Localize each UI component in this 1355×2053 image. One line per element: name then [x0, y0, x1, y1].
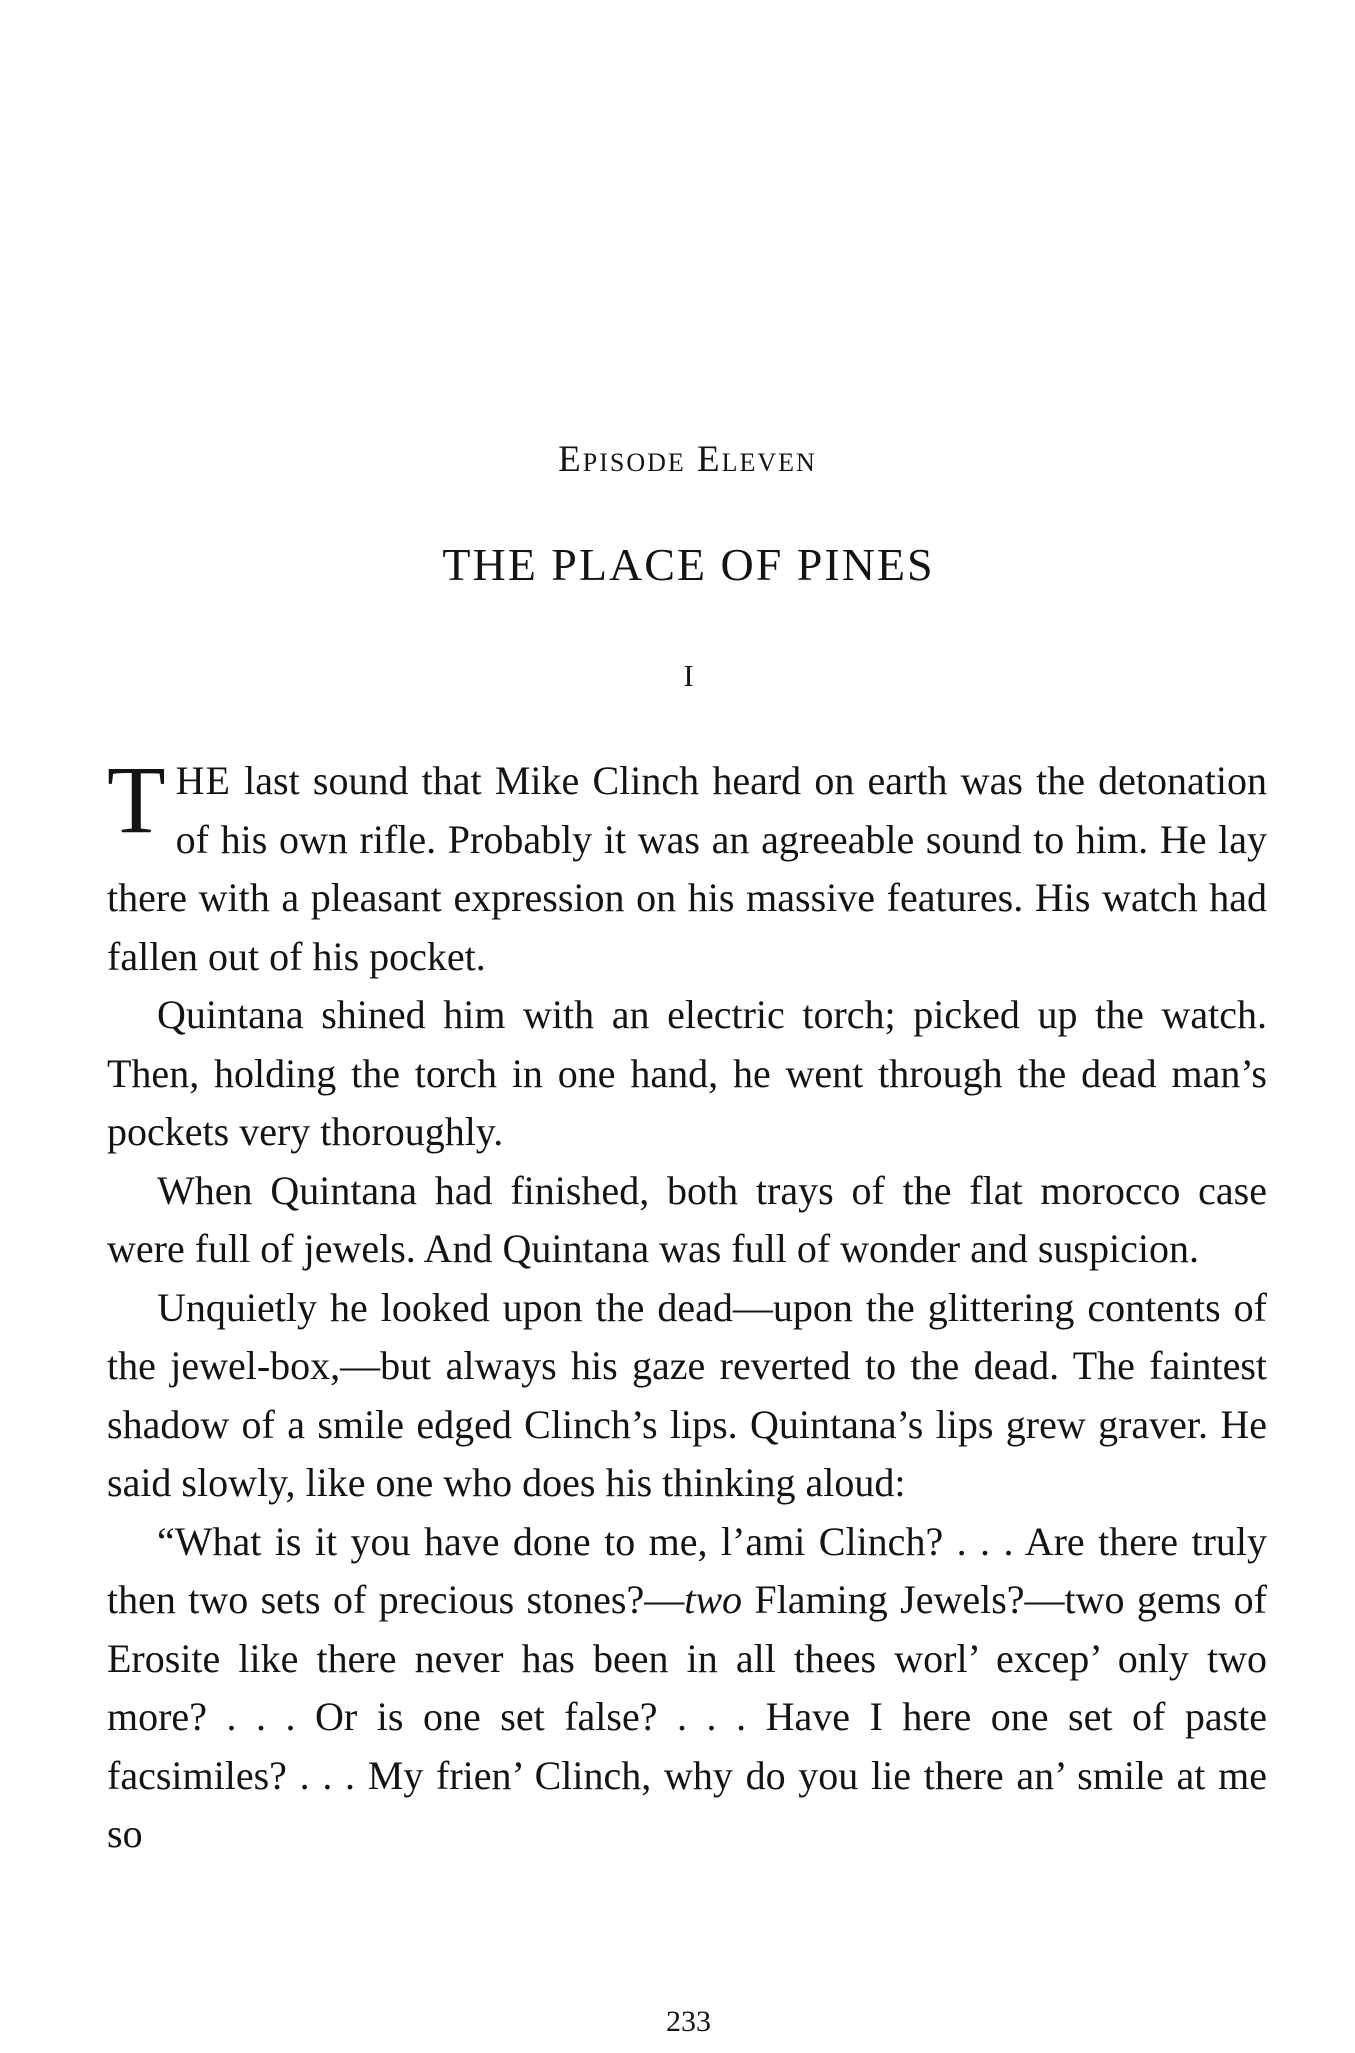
page-number: 233: [666, 2005, 711, 2038]
body-text: [107, 746, 1267, 1864]
paragraph-5-text-b: Flaming Jewels?—two gems of Erosite like there never has been in all thees worl’ excep’ only two more? . . . Or is one set false? . . . Have I here one set of paste facsimiles? . . . My frien’ Clinch, why do you lie there an’ smile at me so: [107, 1577, 1267, 1856]
episode-heading: Episode Eleven: [558, 439, 817, 480]
chapter-title: THE PLACE OF PINES: [442, 539, 935, 590]
paragraph-3: When Quintana had finished, both trays of the flat morocco case were full of jewels. And Quintana was full of wonder and suspicion.: [107, 1167, 1267, 1271]
paragraph-4: Unquietly he looked upon the dead—upon the glittering contents of the jewel-box,—but always his gaze reverted to the dead. The faintest shadow of a smile edged Clinch’s lips. Quintana’s lips grew graver. He said slowly, like one who does his thinking aloud:: [107, 1284, 1267, 1505]
paragraph-1: [107, 746, 1267, 986]
section-number: I: [683, 658, 694, 693]
paragraph-5: [107, 1513, 1267, 1864]
paragraph-5-text-a: “What is it you have done to me, l’ami Clinch? . . . Are there truly then two sets of precious stones?—: [107, 1518, 1267, 1622]
paragraph-1-text: last sound that Mike Clinch heard on earth was the detonation of his own rifle. Probably it was an agreeable sound to him. He lay there with a pleasant expression on his massive features. His watch had fallen out of his pocket.: [107, 758, 1267, 979]
paragraph-2: Quintana shined him with an electric torch; picked up the watch. Then, holding the torch in one hand, he went through the dead man’s pockets very thoroughly.: [107, 992, 1267, 1154]
drop-cap: T: [107, 746, 166, 853]
paragraph-5-emphasis: two: [684, 1577, 743, 1622]
lead-caps: HE: [175, 758, 231, 803]
